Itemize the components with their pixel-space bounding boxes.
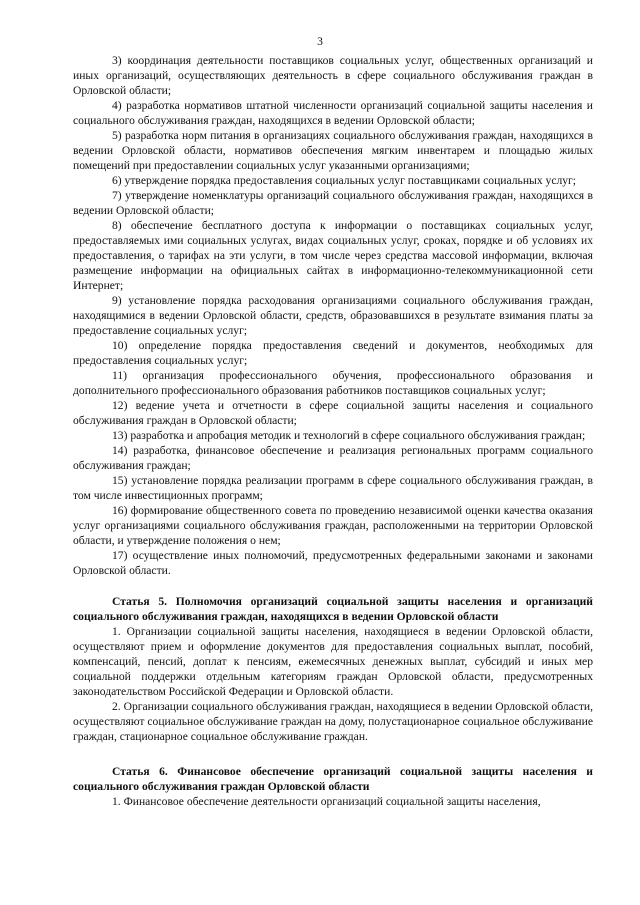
- article-6-paragraph: 1. Финансовое обеспечение деятельности организаций социальной защиты населения,: [112, 795, 541, 808]
- list-item: 15) установление порядка реализации программ в сфере социального обслуживания граждан, в том числе инвестиционных программ;: [73, 474, 593, 502]
- list-item: 16) формирование общественного совета по проведению независимой оценки качества оказания услуг организациями социального обслуживания граждан, расположенными на территории Орловской области, и утверждение положения о нем;: [73, 504, 593, 547]
- list-item: 12) ведение учета и отчетности в сфере социальной защиты населения и социального обслуживания граждан в Орловской области;: [73, 399, 593, 427]
- list-item: 4) разработка нормативов штатной численности организаций социальной защиты населения и социального обслуживания граждан, находящихся в ведении Орловской области;: [73, 99, 593, 127]
- article-5-paragraph: 2. Организации социального обслуживания граждан, находящиеся в ведении Орловской области, осуществляют социальное обслуживание граждан на дому, полустационарное социальное обслуживание граждан, стационарное социальное обслуживание граждан.: [73, 700, 593, 743]
- list-item: 7) утверждение номенклатуры организаций социального обслуживания граждан, находящихся в ведении Орловской области;: [73, 189, 593, 217]
- list-item: 9) установление порядка расходования организациями социального обслуживания граждан, находящимися в ведении Орловской области, средств, образовавшихся в результате взимания платы за предоставление социальных услуг;: [73, 294, 593, 337]
- list-item: 13) разработка и апробация методик и технологий в сфере социального обслуживания граждан;: [112, 429, 586, 442]
- article-5-heading: Статья 5. Полномочия организаций социальной защиты населения и организаций социального обслуживания граждан, находящихся в ведении Орловской области: [73, 595, 593, 623]
- article-5-paragraph: 1. Организации социальной защиты населения, находящиеся в ведении Орловской области, осуществляют прием и оформление документов для предоставления социальных выплат, пособий, компенсаций, пенсий, доплат к пенсиям, ежемесячных денежных выплат, субсидий и иных мер социальной поддержки отдельным категориям граждан Орловской области, предусмотренных законодательством Российской Федерации и Орловской области.: [73, 625, 593, 698]
- list-item: 8) обеспечение бесплатного доступа к информации о поставщиках социальных услуг, предоставляемых ими социальных услугах, видах социальных услуг, сроках, порядке и об условиях их предоставления, о тарифах на эти услуги, в том числе через средства массовой информации, включая размещение информации на официальных сайтах в информационно-телекоммуникационной сети Интернет;: [73, 219, 593, 292]
- list-item: 11) организация профессионального обучения, профессионального образования и дополнительного профессионального образования работников поставщиков социальных услуг;: [73, 369, 593, 397]
- list-item: 14) разработка, финансовое обеспечение и реализация региональных программ социального обслуживания граждан;: [73, 444, 593, 472]
- page-number: 3: [317, 35, 323, 48]
- document-body: [73, 53, 593, 809]
- list-item: 5) разработка норм питания в организациях социального обслуживания граждан, находящихся в ведении Орловской области, нормативов обеспечения мягким инвентарем и площадью жилых помещений при предоставлении социальных услуг указанными организациями;: [73, 129, 593, 172]
- article-6-heading: Статья 6. Финансовое обеспечение организаций социальной защиты населения и социального обслуживания граждан Орловской области: [73, 765, 593, 793]
- list-item: 6) утверждение порядка предоставления социальных услуг поставщиками социальных услуг;: [112, 174, 577, 187]
- list-item: 17) осуществление иных полномочий, предусмотренных федеральными законами и законами Орловской области.: [73, 549, 593, 577]
- list-item: 10) определение порядка предоставления сведений и документов, необходимых для предоставления социальных услуг;: [73, 339, 593, 367]
- list-item: 3) координация деятельности поставщиков социальных услуг, общественных организаций и иных организаций, осуществляющих деятельность в сфере социального обслуживания граждан в Орловской области;: [73, 54, 593, 97]
